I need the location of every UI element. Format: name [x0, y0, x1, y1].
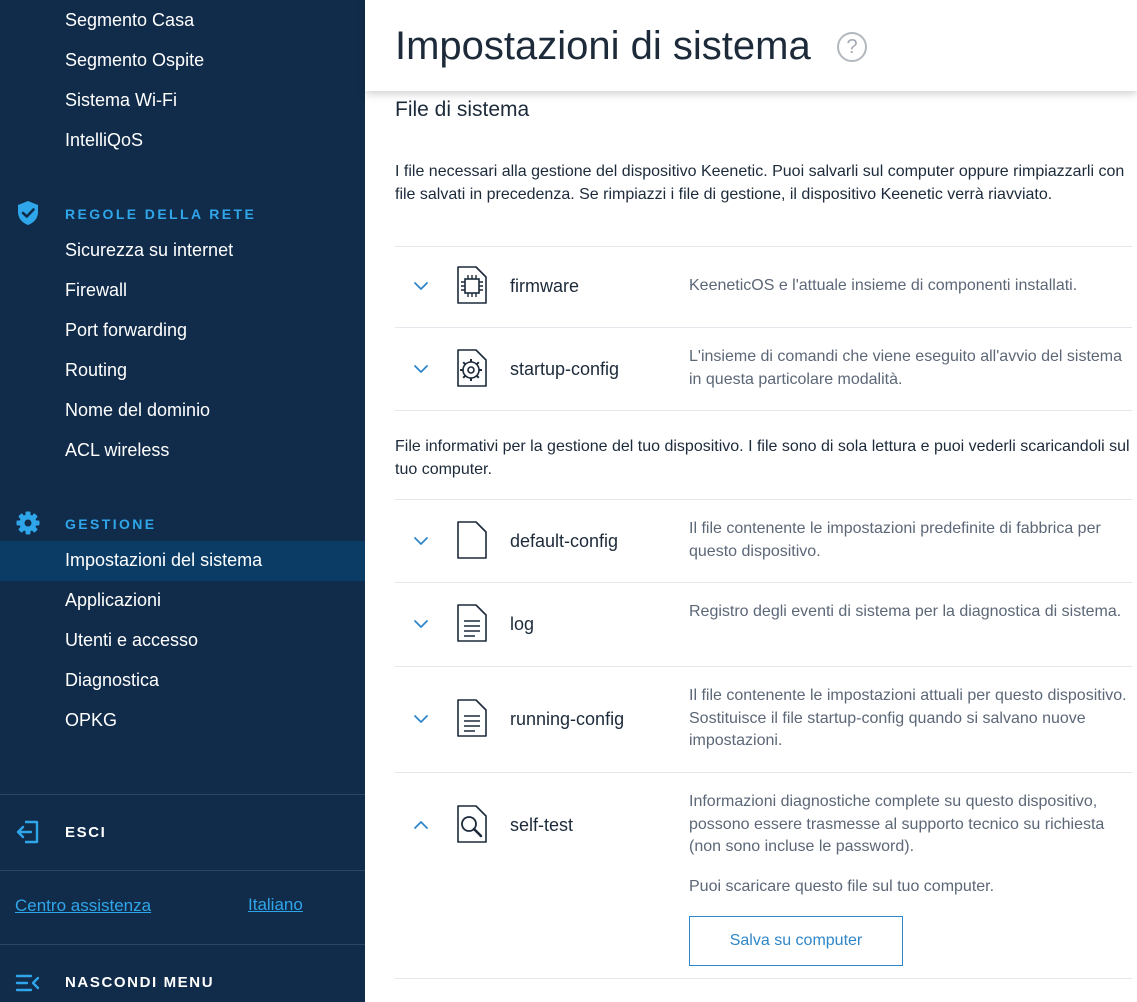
section-heading-management: GESTIONE: [65, 516, 157, 532]
save-to-computer-button[interactable]: Salva su computer: [689, 916, 903, 966]
section-title: File di sistema: [395, 98, 530, 121]
text-file-icon: [451, 603, 491, 643]
section-heading-network-rules: REGOLE DELLA RETE: [65, 206, 257, 222]
file-description-default-config: Il file contenente le impostazioni predefinite di fabbrica per questo dispositivo.: [689, 520, 1101, 560]
sidebar-item-intelliqos[interactable]: IntelliQoS: [65, 130, 144, 150]
logout-button[interactable]: ESCI: [65, 824, 107, 841]
sidebar-item-nome-dominio[interactable]: Nome del dominio: [65, 400, 211, 420]
sidebar-item-routing[interactable]: Routing: [65, 360, 128, 380]
row-divider: [395, 978, 1132, 979]
chevron-down-icon[interactable]: [413, 616, 429, 632]
text-file-icon: [451, 698, 491, 738]
collapse-menu-icon[interactable]: [14, 969, 42, 997]
main-content: [365, 0, 1137, 1002]
row-divider: [395, 246, 1132, 247]
sidebar-item-diagnostica[interactable]: Diagnostica: [65, 670, 160, 690]
file-description-startup-config: L'insieme di comandi che viene eseguito all'avvio del sistema in questa particolare modalità.: [689, 348, 1123, 388]
row-divider: [395, 666, 1132, 667]
page-header: [365, 0, 1137, 91]
gear-icon: [451, 348, 491, 388]
file-name-log[interactable]: log: [510, 614, 535, 634]
row-divider: [395, 327, 1132, 328]
sidebar-item-utenti-accesso[interactable]: Utenti e accesso: [65, 630, 199, 650]
help-icon[interactable]: ?: [837, 32, 867, 62]
sidebar-item-port-forwarding[interactable]: Port forwarding: [65, 320, 188, 340]
chevron-down-icon[interactable]: [413, 533, 429, 549]
row-divider: [395, 499, 1132, 500]
sidebar-item-sistema-wifi[interactable]: Sistema Wi-Fi: [65, 90, 177, 110]
sidebar-item-firewall[interactable]: Firewall: [65, 280, 128, 300]
sidebar-divider: [0, 794, 365, 795]
gear-icon: [14, 509, 42, 537]
chevron-down-icon[interactable]: [413, 278, 429, 294]
sidebar-item-segmento-casa[interactable]: Segmento Casa: [65, 10, 195, 30]
magnifier-icon: [451, 804, 491, 844]
shield-icon: [14, 199, 42, 227]
blank-file-icon: [451, 520, 491, 560]
chevron-down-icon[interactable]: [413, 361, 429, 377]
chip-icon: [451, 265, 491, 305]
logout-icon[interactable]: [14, 818, 42, 846]
chevron-up-icon[interactable]: [413, 817, 429, 833]
sidebar-item-acl-wireless[interactable]: ACL wireless: [65, 440, 170, 460]
file-name-self-test[interactable]: self-test: [510, 815, 574, 835]
row-divider: [395, 410, 1132, 411]
sidebar-item-sicurezza-internet[interactable]: Sicurezza su internet: [65, 240, 234, 260]
file-name-default-config[interactable]: default-config: [510, 531, 619, 551]
row-divider: [395, 772, 1132, 773]
page-title: Impostazioni di sistema: [395, 24, 811, 68]
file-name-startup-config[interactable]: startup-config: [510, 359, 620, 379]
sidebar-item-opkg[interactable]: OPKG: [65, 710, 118, 730]
row-divider: [395, 582, 1132, 583]
readonly-files-intro: File informativi per la gestione del tuo dispositivo. I file sono di sola lettura e puoi vederli scaricandoli sul tuo computer.: [395, 438, 1130, 478]
managed-files-intro: I file necessari alla gestione del dispositivo Keenetic. Puoi salvarli sul computer oppure rimpiazzarli con file salvati in precedenza. Se rimpiazzi i file di gestione, il dispositivo Keenetic verrà riavviato.: [395, 163, 1125, 203]
download-hint: Puoi scaricare questo file sul tuo computer.: [689, 878, 995, 895]
sidebar-item-segmento-ospite[interactable]: Segmento Ospite: [65, 50, 205, 70]
file-name-running-config[interactable]: running-config: [510, 709, 625, 729]
hide-menu-button[interactable]: NASCONDI MENU: [65, 974, 215, 991]
sidebar-item-applicazioni[interactable]: Applicazioni: [65, 590, 162, 610]
sidebar-item-impostazioni-sistema[interactable]: Impostazioni del sistema: [65, 550, 263, 570]
sidebar: [0, 0, 365, 1002]
file-description-firmware: KeeneticOS e l'attuale insieme di componenti installati.: [689, 277, 1078, 294]
file-name-firmware[interactable]: firmware: [510, 276, 580, 296]
help-center-link[interactable]: Centro assistenza: [15, 896, 152, 915]
file-description-log: Registro degli eventi di sistema per la diagnostica di sistema.: [689, 603, 1122, 620]
sidebar-divider: [0, 944, 365, 945]
file-description-self-test: Informazioni diagnostiche complete su questo dispositivo, possono essere trasmesse al supporto tecnico su richiesta (non sono incluse le password).: [689, 793, 1105, 855]
sidebar-divider: [0, 870, 365, 871]
chevron-down-icon[interactable]: [413, 711, 429, 727]
file-description-running-config: Il file contenente le impostazioni attuali per questo dispositivo. Sostituisce il file startup-config quando si salvano nuove impostazioni.: [689, 687, 1127, 749]
language-link[interactable]: Italiano: [248, 895, 303, 914]
